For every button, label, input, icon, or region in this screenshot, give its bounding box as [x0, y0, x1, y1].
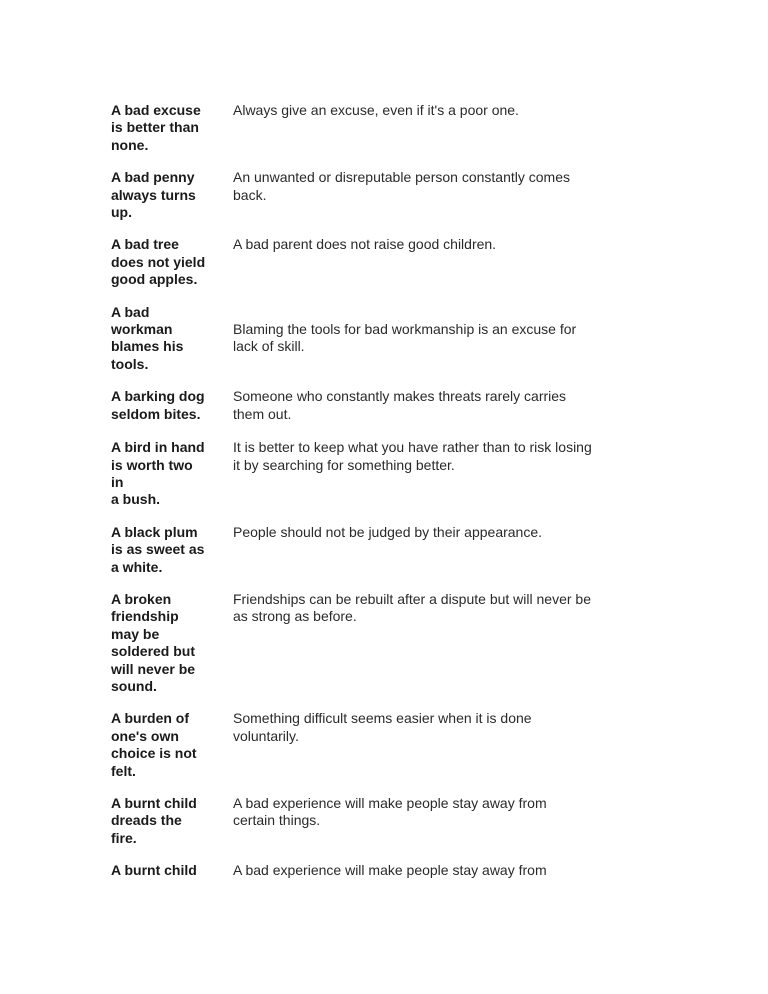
proverb-term: A bad tree does not yield good apples. — [111, 236, 206, 288]
proverb-term: A burnt child — [111, 862, 197, 879]
proverb-term: A black plum is as sweet as a white. — [111, 523, 205, 575]
proverb-row — [111, 102, 631, 154]
proverb-meaning: Friendships can be rebuilt after a dispute but will never be as strong as before. — [233, 590, 591, 625]
proverb-row — [111, 388, 631, 423]
proverb-term: A bad excuse is better than none. — [111, 102, 201, 153]
proverb-term: A bad workman blames his tools. — [111, 303, 184, 372]
proverb-row — [111, 710, 631, 780]
proverb-meaning: An unwanted or disreputable person constantly comes back. — [233, 169, 570, 203]
proverb-list — [111, 102, 631, 880]
proverb-term: A bad penny always turns up. — [111, 169, 196, 221]
proverb-row — [111, 524, 631, 576]
proverb-meaning: Blaming the tools for bad workmanship is an excuse for lack of skill. — [233, 321, 577, 355]
proverb-meaning: It is better to keep what you have rather than to risk losing it by searching for something better. — [233, 439, 592, 473]
proverb-row — [111, 795, 631, 847]
proverb-row — [111, 169, 631, 221]
proverb-term: A barking dog seldom bites. — [111, 388, 205, 422]
proverb-term: A burden of one's own choice is not felt. — [111, 710, 197, 779]
proverb-meaning: A bad experience will make people stay away from — [233, 862, 547, 879]
proverb-meaning: People should not be judged by their appearance. — [233, 523, 543, 540]
proverb-meaning: A bad parent does not raise good children. — [233, 236, 497, 253]
proverb-term: A burnt child dreads the fire. — [111, 795, 197, 846]
proverb-row — [111, 439, 631, 509]
proverb-row — [111, 304, 631, 374]
proverb-term: A broken friendship may be soldered but will never be sound. — [111, 590, 196, 694]
proverb-meaning: Always give an excuse, even if it's a poor one. — [233, 102, 519, 118]
proverb-term: A bird in hand is worth two in a bush. — [111, 439, 205, 508]
proverb-row — [111, 236, 631, 288]
proverb-row — [111, 862, 631, 879]
proverb-meaning: Someone who constantly makes threats rarely carries them out. — [233, 388, 567, 422]
proverb-row — [111, 591, 631, 695]
proverb-meaning: A bad experience will make people stay away from certain things. — [233, 795, 547, 829]
proverb-meaning: Something difficult seems easier when it is done voluntarily. — [233, 710, 532, 744]
